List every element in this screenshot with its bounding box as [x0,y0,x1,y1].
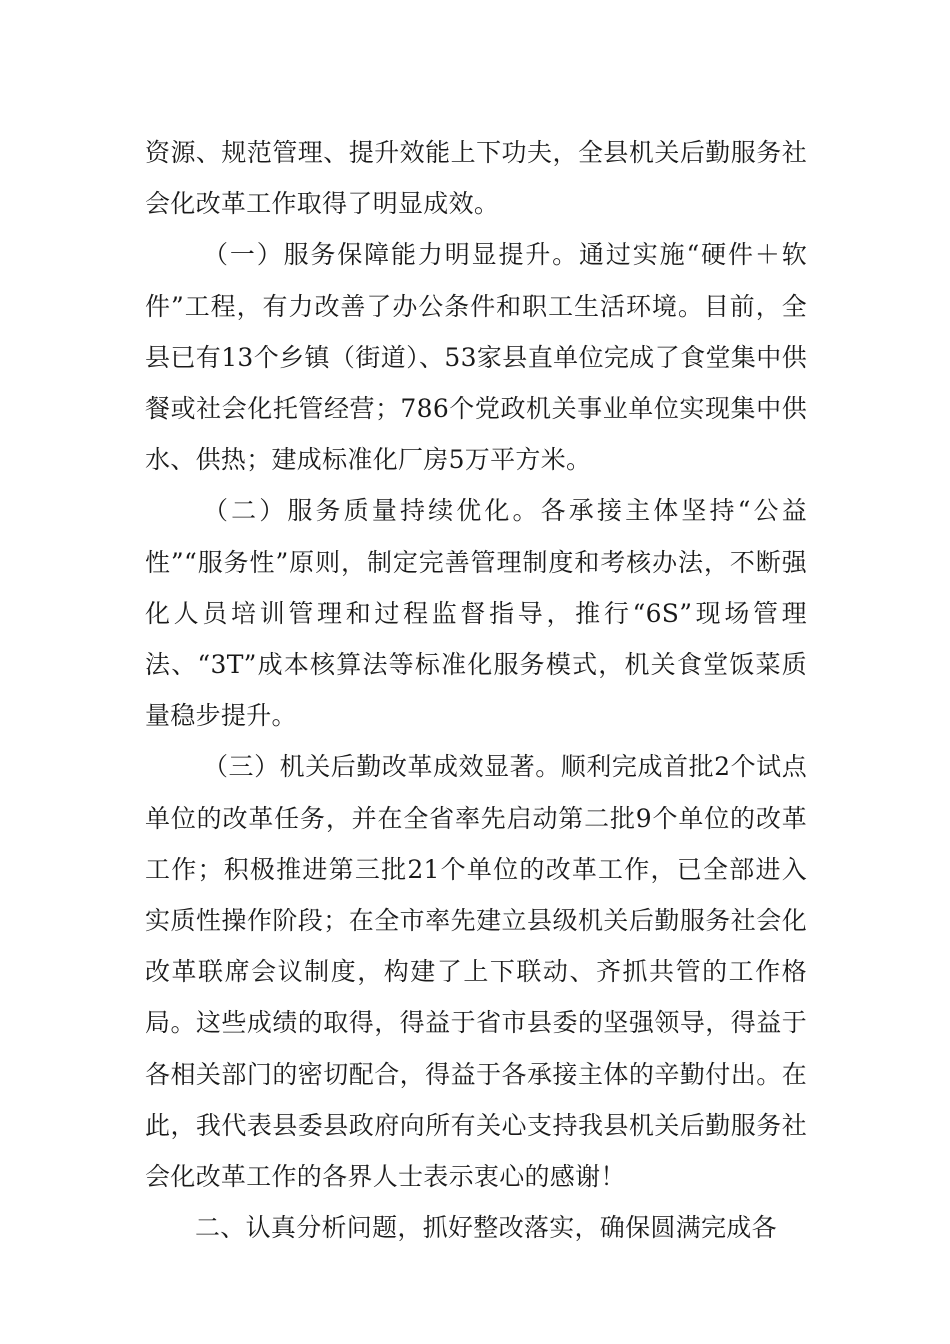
section-heading-two: 二、认真分析问题，抓好整改落实，确保圆满完成各 [195,1213,777,1243]
paragraph-reform-results: （三）机关后勤改革成效显著。顺利完成首批2个试点单位的改革任务，并在全省率先启动第二批9个单位的改革工作；积极推进第三批21个单位的改革工作，已全部进入实质性操作阶段；在全市率先建立县级机关后勤服务社会化改革联席会议制度，构建了上下联动、齐抓共管的工作格局。这些成绩的取得，得益于省市县委的坚强领导，得益于各相关部门的密切配合，得益于各承接主体的辛勤付出。在此，我代表县委县政府向所有关心支持我县机关后勤服务社会化改革工作的各界人士表示衷心的感谢！ [145,752,807,1192]
paragraph-service-quality: （二）服务质量持续优化。各承接主体坚持“公益性”“服务性”原则，制定完善管理制度和考核办法，不断强化人员培训管理和过程监督指导，推行“6S”现场管理法、“3T”成本核算法等标准化服务模式，机关食堂饭菜质量稳步提升。 [145,496,807,731]
paragraph-continuation: 资源、规范管理、提升效能上下功夫，全县机关后勤服务社会化改革工作取得了明显成效。 [145,138,807,219]
document-body [145,127,807,1253]
paragraph-service-capacity: （一）服务保障能力明显提升。通过实施“硬件＋软件”工程，有力改善了办公条件和职工生活环境。目前，全县已有13个乡镇（街道）、53家县直单位完成了食堂集中供餐或社会化托管经营；786个党政机关事业单位实现集中供水、供热；建成标准化厂房5万平方米。 [145,240,807,475]
